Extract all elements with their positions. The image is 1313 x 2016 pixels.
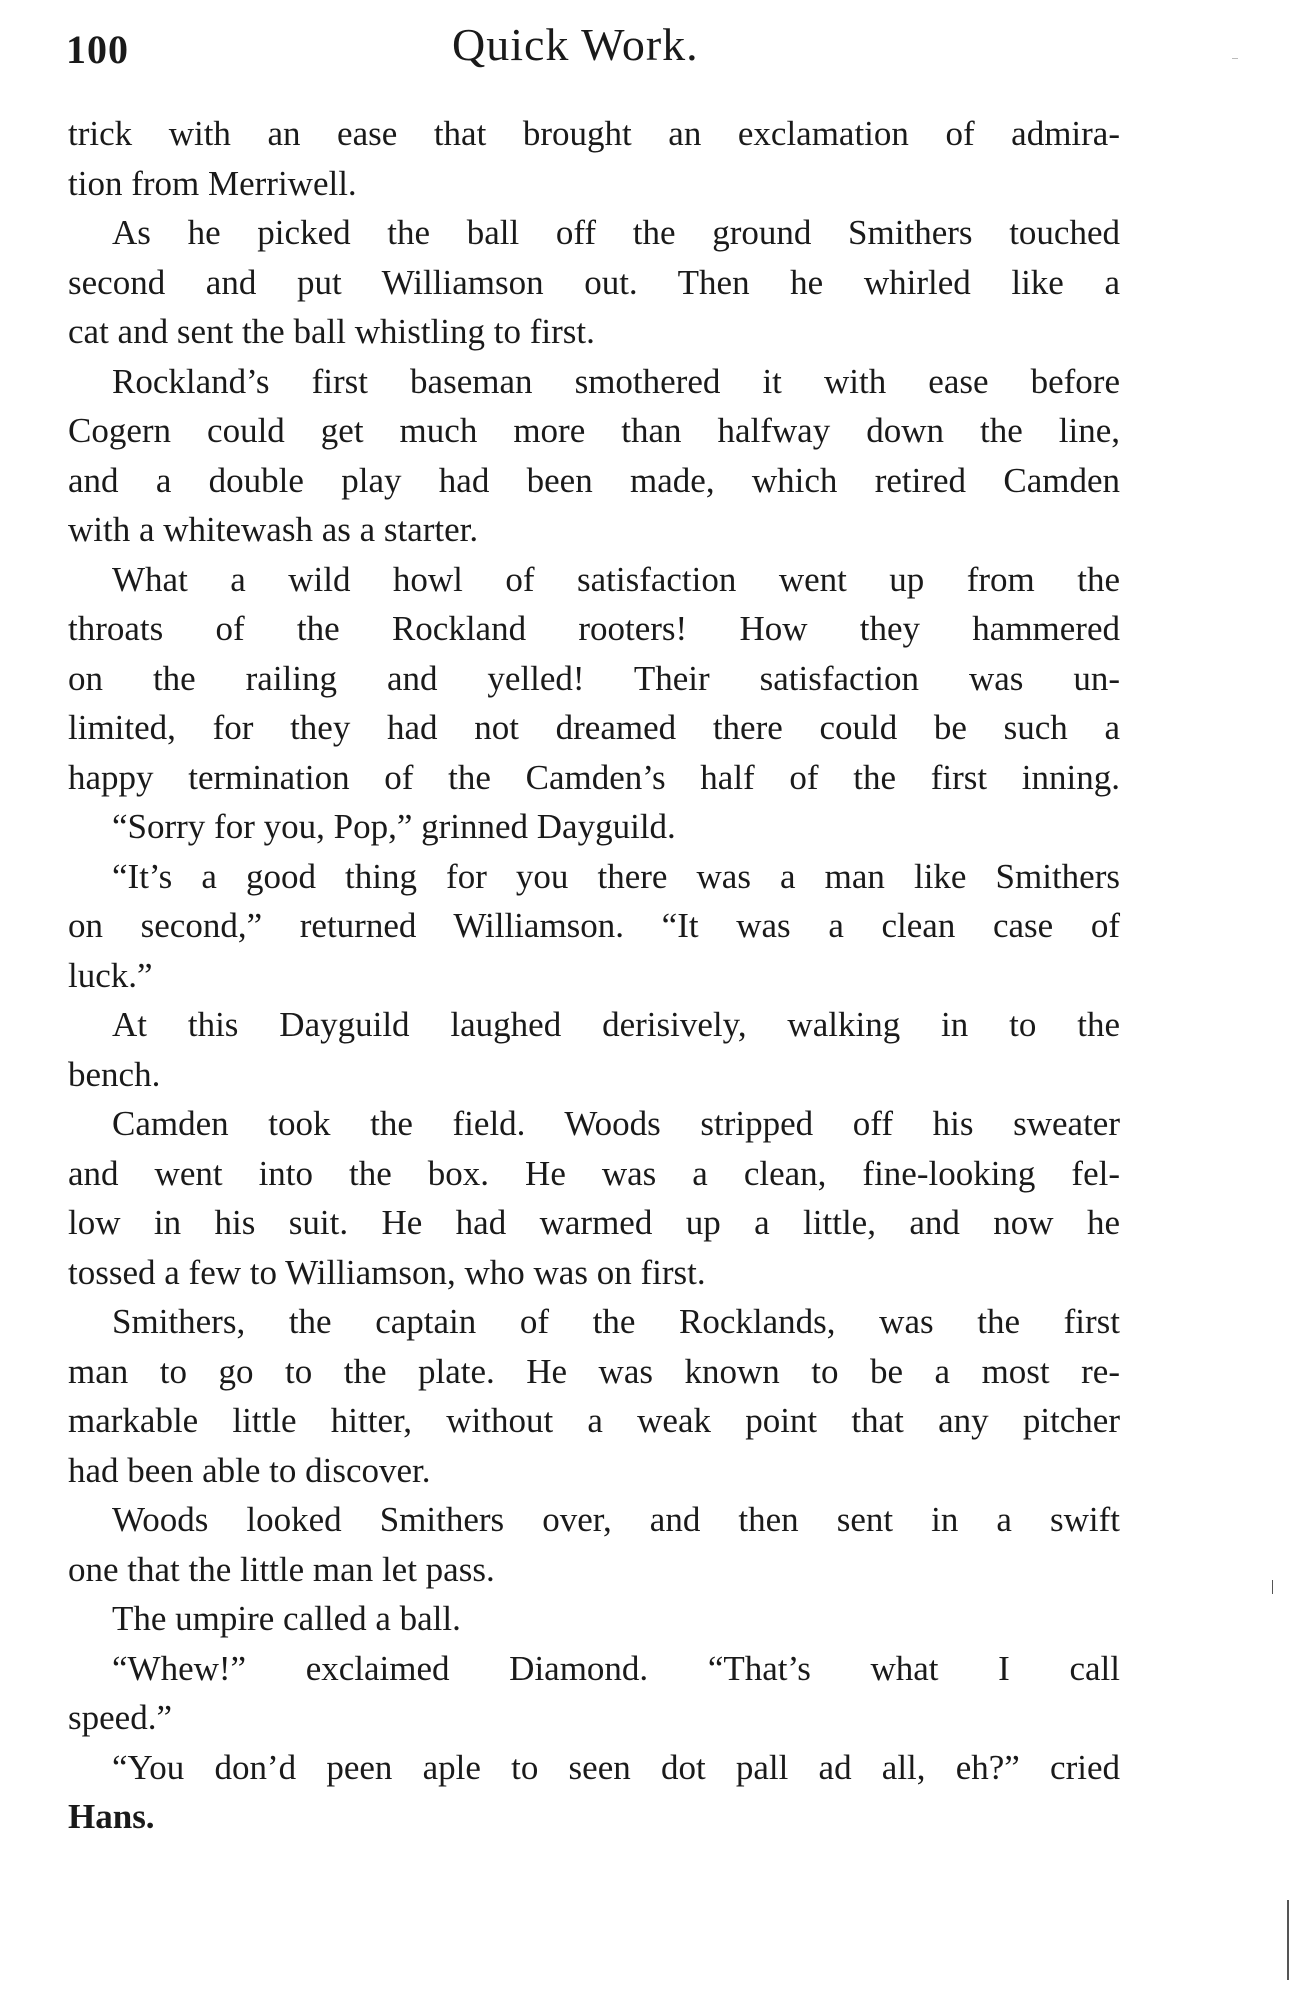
text-line: luck.”: [68, 955, 153, 995]
text-line: had been able to discover.: [68, 1450, 431, 1490]
page-number: 100: [66, 27, 129, 72]
text-line: The umpire called a ball.: [112, 1599, 461, 1638]
text-line: low in his suit. He had warmed up a little, and now he: [68, 1203, 1120, 1242]
text-line: happy termination of the Camden’s half of the first inning.: [68, 757, 1120, 797]
text-line: markable little hitter, without a weak point that any pitcher: [68, 1401, 1120, 1440]
text-line: trick with an ease that brought an exclamation of admira-: [68, 114, 1120, 153]
running-title: Quick Work.: [452, 19, 699, 70]
text-line: “Whew!” exclaimed Diamond. “That’s what I call: [112, 1648, 1120, 1688]
text-line: bench.: [68, 1054, 161, 1094]
text-line: cat and sent the ball whistling to first.: [68, 312, 595, 351]
scan-artifact: [1287, 1900, 1289, 1980]
text-line: Camden took the field. Woods stripped off his sweater: [112, 1104, 1120, 1143]
text-line: “It’s a good thing for you there was a man like Smithers: [112, 856, 1120, 896]
text-line: “You don’d peen aple to seen dot pall ad all, eh?” cried: [112, 1747, 1120, 1787]
text-line: one that the little man let pass.: [68, 1549, 495, 1589]
text-line: At this Dayguild laughed derisively, walking in to the: [112, 1005, 1120, 1044]
text-line: limited, for they had not dreamed there could be such a: [68, 708, 1120, 747]
scan-artifact: [1232, 58, 1238, 59]
text-line: throats of the Rockland rooters! How they hammered: [68, 609, 1120, 648]
text-line: Hans.: [68, 1797, 155, 1836]
running-head: [66, 18, 1120, 78]
text-line: tossed a few to Williamson, who was on first.: [68, 1252, 706, 1292]
text-line: Cogern could get much more than halfway down the line,: [68, 411, 1120, 450]
text-line: speed.”: [68, 1698, 172, 1737]
text-line: man to go to the plate. He was known to be a most re-: [68, 1351, 1120, 1391]
text-line: What a wild howl of satisfaction went up from the: [112, 559, 1120, 599]
text-line: on the railing and yelled! Their satisfaction was un-: [68, 658, 1120, 698]
text-line: Smithers, the captain of the Rocklands, was the first: [112, 1302, 1120, 1341]
scan-artifact: [1272, 1580, 1273, 1594]
text-line: As he picked the ball off the ground Smithers touched: [112, 213, 1120, 252]
body-text: [68, 109, 1120, 1842]
text-line: and went into the box. He was a clean, fine-looking fel-: [68, 1153, 1120, 1193]
text-line: Rockland’s first baseman smothered it with ease before: [112, 361, 1120, 401]
text-line: second and put Williamson out. Then he whirled like a: [68, 262, 1120, 302]
text-line: “Sorry for you, Pop,” grinned Dayguild.: [112, 807, 676, 846]
text-line: on second,” returned Williamson. “It was a clean case of: [68, 906, 1120, 945]
text-line: Woods looked Smithers over, and then sent in a swift: [112, 1500, 1120, 1539]
text-line: with a whitewash as a starter.: [68, 510, 479, 549]
text-line: tion from Merriwell.: [68, 163, 357, 203]
text-line: and a double play had been made, which retired Camden: [68, 460, 1120, 500]
